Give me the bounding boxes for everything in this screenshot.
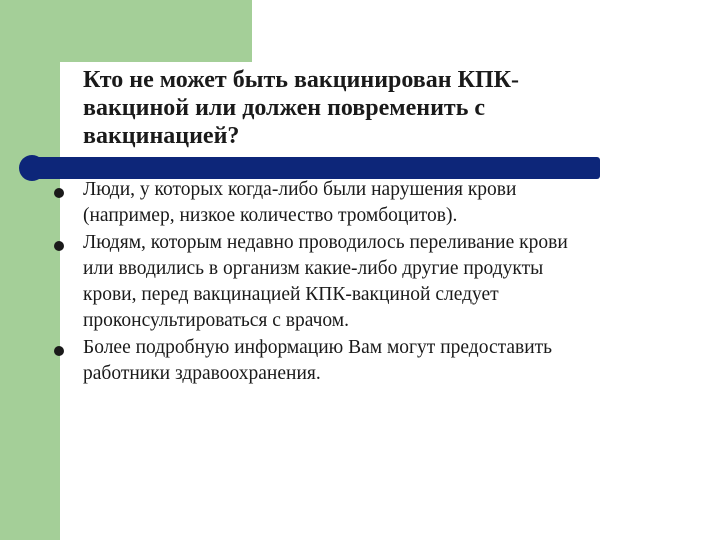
bullet-dot-icon bbox=[54, 188, 64, 198]
slide-title bbox=[83, 66, 603, 150]
bullet-1-line-2: (например, низкое количество тромбоцитов). bbox=[83, 205, 458, 226]
green-sidebar-decoration bbox=[0, 0, 60, 540]
divider-bar bbox=[30, 157, 600, 179]
bullet-item-3 bbox=[83, 335, 703, 387]
bullet-item-1 bbox=[83, 177, 703, 229]
bullet-item-2 bbox=[83, 230, 703, 334]
bullet-3-line-1: Более подробную информацию Вам могут предоставить bbox=[83, 337, 553, 358]
bullet-list bbox=[83, 177, 703, 388]
slide-title-line-3: вакцинацией? bbox=[83, 123, 240, 149]
slide-title-line-1: Кто не может быть вакцинирован КПК- bbox=[83, 67, 520, 93]
bullet-1-line-1: Люди, у которых когда-либо были нарушения крови bbox=[83, 179, 517, 200]
bullet-2-line-3: крови, перед вакцинацией КПК-вакциной следует bbox=[83, 284, 499, 305]
green-top-decoration bbox=[60, 0, 252, 62]
slide-title-line-2: вакциной или должен повременить с bbox=[83, 95, 486, 121]
bullet-dot-icon bbox=[54, 241, 64, 251]
bullet-2-line-1: Людям, которым недавно проводилось переливание крови bbox=[83, 232, 568, 253]
bullet-3-line-2: работники здравоохранения. bbox=[83, 363, 321, 384]
bullet-2-line-2: или вводились в организм какие-либо другие продукты bbox=[83, 258, 544, 279]
bullet-2-line-4: проконсультироваться с врачом. bbox=[83, 310, 350, 331]
bullet-dot-icon bbox=[54, 346, 64, 356]
